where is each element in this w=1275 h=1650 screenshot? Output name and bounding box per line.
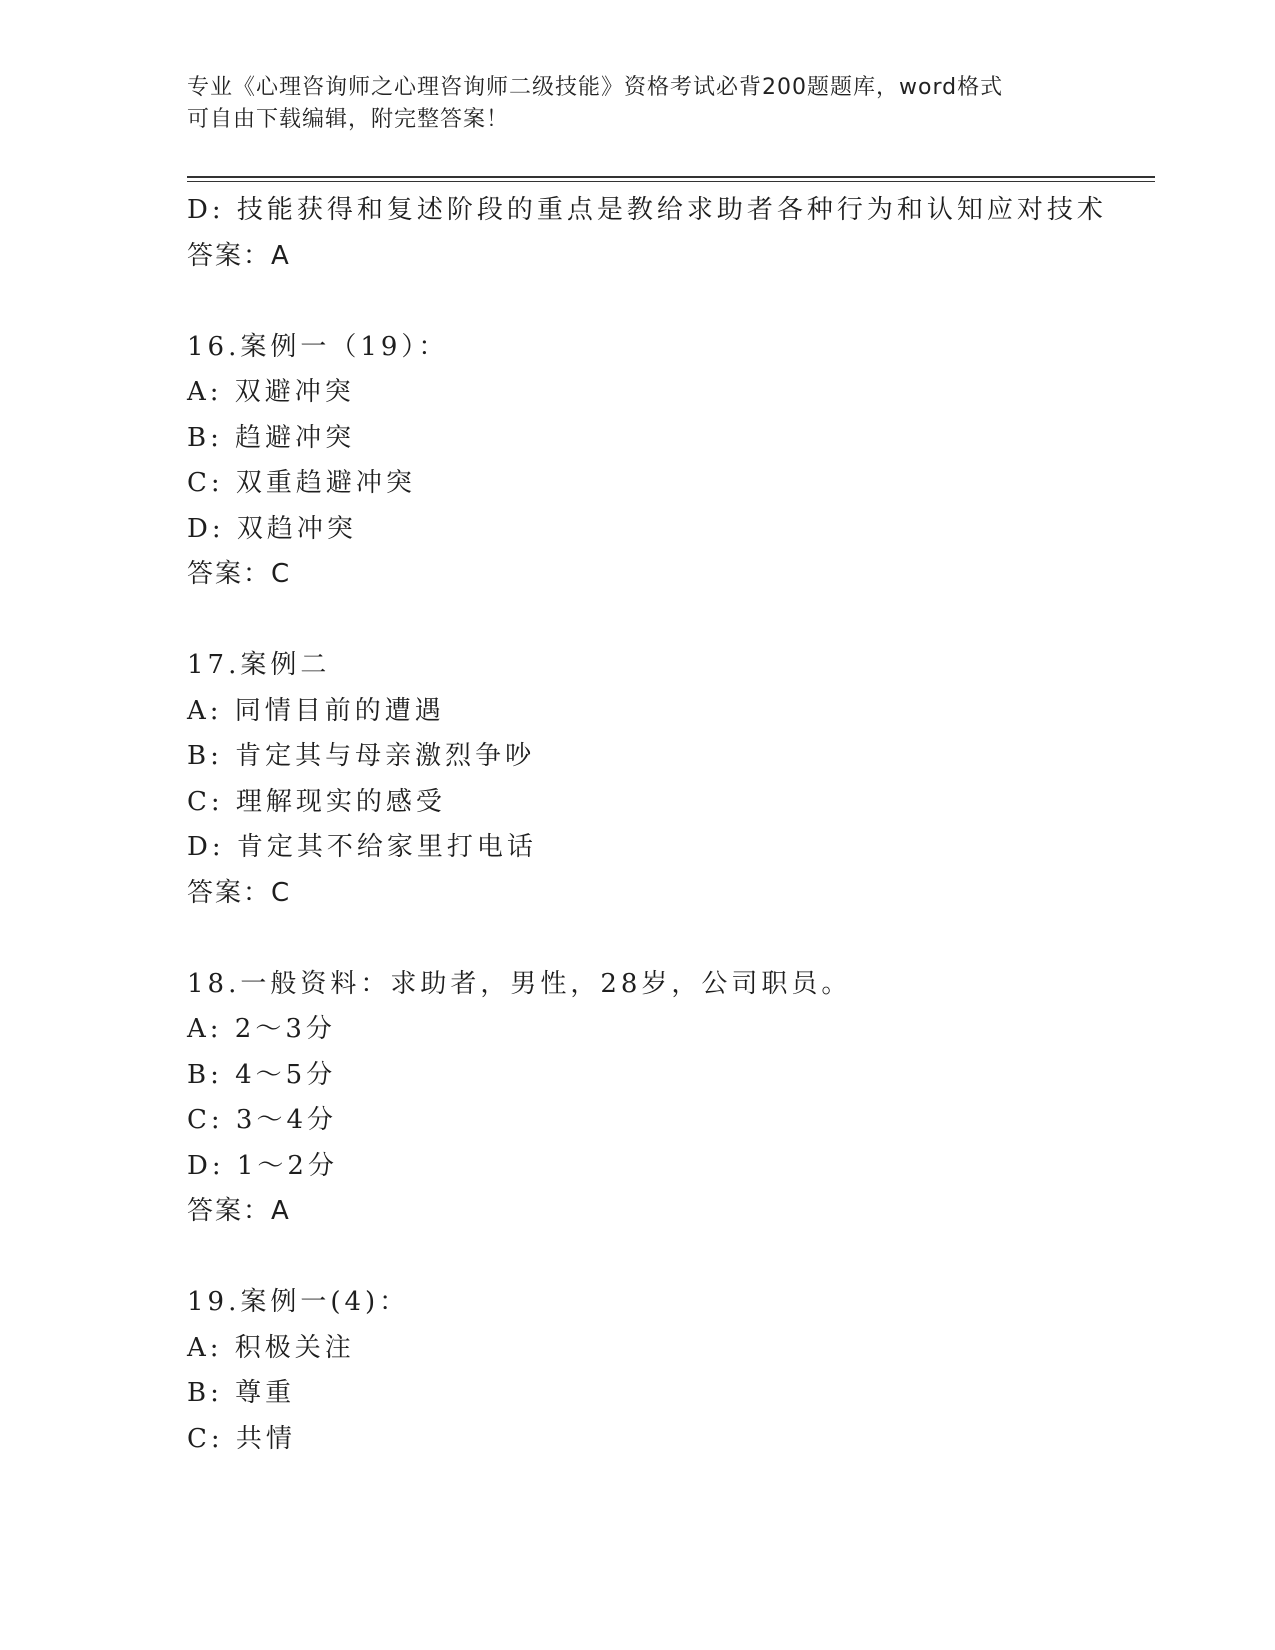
header-title-line-1: 专业《心理咨询师之心理咨询师二级技能》资格考试必背200题题库，word格式 [187,75,1004,100]
option-b: B: 趋避冲突 [187,422,356,453]
option-d-continued: D: 技能获得和复述阶段的重点是教给求助者各种行为和认知应对技术 [187,195,1107,225]
option-a: A: 2～3分 [187,1014,336,1044]
question-list [187,188,1155,1462]
answer-line: 答案：A [187,240,291,271]
option-c: C: 3～4分 [187,1105,338,1135]
question-block-16 [187,325,1155,598]
option-b: B: 4～5分 [187,1059,337,1090]
option-c: C: 理解现实的感受 [187,786,446,817]
spacer [187,279,1155,325]
option-a: A: 积极关注 [187,1332,355,1363]
document-header [187,72,1067,136]
question-stem: 17.案例二 [187,650,331,680]
spacer [187,1235,1155,1281]
spacer [187,598,1155,644]
header-rule-thin [187,181,1155,182]
header-title-line-2: 可自由下载编辑，附完整答案！ [187,107,510,132]
option-d: D: 双趋冲突 [187,513,357,544]
option-b: B: 肯定其与母亲激烈争吵 [187,741,536,771]
question-stem: 19.案例一(4)： [187,1287,410,1317]
question-block-19 [187,1280,1155,1462]
option-d: D: 肯定其不给家里打电话 [187,832,537,862]
option-b: B: 尊重 [187,1378,296,1408]
option-a: A: 同情目前的遭遇 [187,695,445,726]
question-block-17 [187,643,1155,916]
answer-line: 答案：C [187,877,292,908]
spacer [187,916,1155,962]
header-rule-thick [187,176,1155,178]
answer-line: 答案：C [187,559,292,589]
question-stem: 18.一般资料：求助者，男性，28岁，公司职员。 [187,968,852,999]
option-a: A: 双避冲突 [187,377,355,407]
question-stem: 16.案例一（19）： [187,331,449,362]
answer-line: 答案：A [187,1196,291,1226]
option-c: C: 双重趋避冲突 [187,468,416,498]
option-d: D: 1～2分 [187,1150,338,1181]
question-block-18 [187,962,1155,1235]
option-c: C: 共情 [187,1423,296,1454]
